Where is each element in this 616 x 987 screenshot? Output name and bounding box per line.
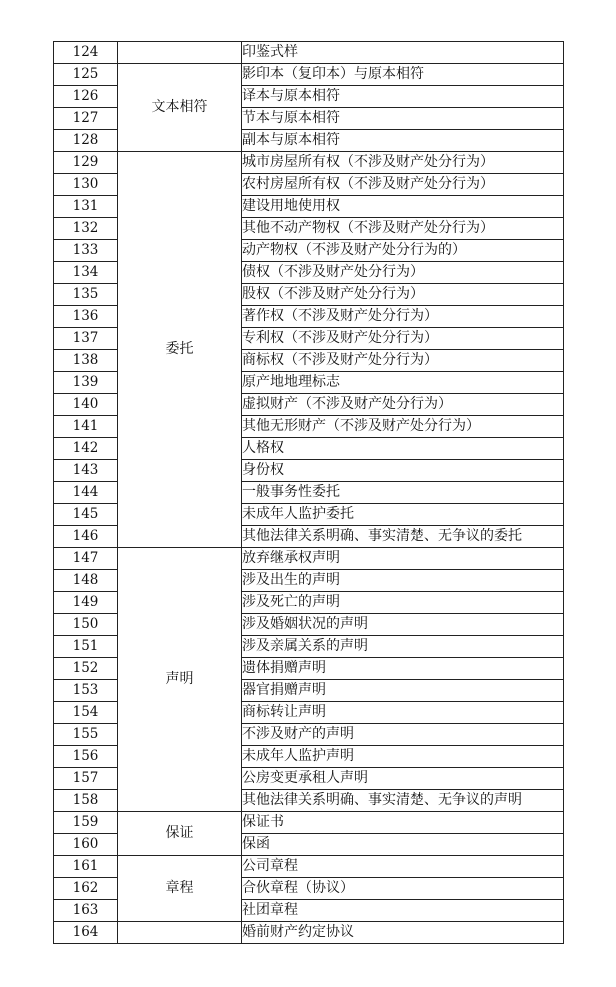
item-cell: 社团章程 bbox=[242, 900, 564, 922]
item-cell: 虚拟财产（不涉及财产处分行为） bbox=[242, 394, 564, 416]
item-cell: 未成年人监护声明 bbox=[242, 746, 564, 768]
row-number: 125 bbox=[54, 64, 118, 86]
category-cell: 声明 bbox=[118, 548, 242, 812]
row-number: 161 bbox=[54, 856, 118, 878]
row-number: 132 bbox=[54, 218, 118, 240]
row-number: 127 bbox=[54, 108, 118, 130]
row-number: 155 bbox=[54, 724, 118, 746]
item-cell: 身份权 bbox=[242, 460, 564, 482]
item-cell: 专利权（不涉及财产处分行为） bbox=[242, 328, 564, 350]
row-number: 158 bbox=[54, 790, 118, 812]
item-cell: 节本与原本相符 bbox=[242, 108, 564, 130]
item-cell: 股权（不涉及财产处分行为） bbox=[242, 284, 564, 306]
row-number: 128 bbox=[54, 130, 118, 152]
row-number: 150 bbox=[54, 614, 118, 636]
item-cell: 其他不动产物权（不涉及财产处分行为） bbox=[242, 218, 564, 240]
table-row bbox=[54, 922, 564, 944]
row-number: 164 bbox=[54, 922, 118, 944]
row-number: 148 bbox=[54, 570, 118, 592]
row-number: 152 bbox=[54, 658, 118, 680]
row-number: 163 bbox=[54, 900, 118, 922]
notary-items-table bbox=[53, 41, 564, 944]
item-cell: 印鉴式样 bbox=[242, 42, 564, 64]
row-number: 134 bbox=[54, 262, 118, 284]
row-number: 135 bbox=[54, 284, 118, 306]
item-cell: 农村房屋所有权（不涉及财产处分行为） bbox=[242, 174, 564, 196]
item-cell: 器官捐赠声明 bbox=[242, 680, 564, 702]
item-cell: 商标权（不涉及财产处分行为） bbox=[242, 350, 564, 372]
item-cell: 公司章程 bbox=[242, 856, 564, 878]
item-cell: 遗体捐赠声明 bbox=[242, 658, 564, 680]
row-number: 156 bbox=[54, 746, 118, 768]
item-cell: 债权（不涉及财产处分行为） bbox=[242, 262, 564, 284]
item-cell: 城市房屋所有权（不涉及财产处分行为） bbox=[242, 152, 564, 174]
category-cell bbox=[118, 922, 242, 944]
item-cell: 其他无形财产（不涉及财产处分行为） bbox=[242, 416, 564, 438]
item-cell: 涉及婚姻状况的声明 bbox=[242, 614, 564, 636]
item-cell: 副本与原本相符 bbox=[242, 130, 564, 152]
row-number: 147 bbox=[54, 548, 118, 570]
row-number: 140 bbox=[54, 394, 118, 416]
row-number: 131 bbox=[54, 196, 118, 218]
item-cell: 译本与原本相符 bbox=[242, 86, 564, 108]
table-body bbox=[54, 42, 564, 944]
row-number: 143 bbox=[54, 460, 118, 482]
row-number: 160 bbox=[54, 834, 118, 856]
item-cell: 原产地地理标志 bbox=[242, 372, 564, 394]
row-number: 129 bbox=[54, 152, 118, 174]
item-cell: 动产物权（不涉及财产处分行为的） bbox=[242, 240, 564, 262]
row-number: 141 bbox=[54, 416, 118, 438]
category-cell: 保证 bbox=[118, 812, 242, 856]
item-cell: 著作权（不涉及财产处分行为） bbox=[242, 306, 564, 328]
item-cell: 婚前财产约定协议 bbox=[242, 922, 564, 944]
item-cell: 保证书 bbox=[242, 812, 564, 834]
row-number: 142 bbox=[54, 438, 118, 460]
item-cell: 建设用地使用权 bbox=[242, 196, 564, 218]
row-number: 151 bbox=[54, 636, 118, 658]
category-cell: 委托 bbox=[118, 152, 242, 548]
table-row bbox=[54, 42, 564, 64]
item-cell: 影印本（复印本）与原本相符 bbox=[242, 64, 564, 86]
row-number: 149 bbox=[54, 592, 118, 614]
item-cell: 其他法律关系明确、事实清楚、无争议的委托 bbox=[242, 526, 564, 548]
table-row bbox=[54, 152, 564, 174]
category-cell: 文本相符 bbox=[118, 64, 242, 152]
row-number: 145 bbox=[54, 504, 118, 526]
row-number: 162 bbox=[54, 878, 118, 900]
row-number: 133 bbox=[54, 240, 118, 262]
row-number: 159 bbox=[54, 812, 118, 834]
item-cell: 保函 bbox=[242, 834, 564, 856]
item-cell: 放弃继承权声明 bbox=[242, 548, 564, 570]
row-number: 144 bbox=[54, 482, 118, 504]
row-number: 138 bbox=[54, 350, 118, 372]
row-number: 139 bbox=[54, 372, 118, 394]
item-cell: 不涉及财产的声明 bbox=[242, 724, 564, 746]
row-number: 130 bbox=[54, 174, 118, 196]
category-cell bbox=[118, 42, 242, 64]
row-number: 137 bbox=[54, 328, 118, 350]
item-cell: 商标转让声明 bbox=[242, 702, 564, 724]
table-row bbox=[54, 812, 564, 834]
item-cell: 涉及亲属关系的声明 bbox=[242, 636, 564, 658]
row-number: 157 bbox=[54, 768, 118, 790]
row-number: 124 bbox=[54, 42, 118, 64]
table-row bbox=[54, 548, 564, 570]
item-cell: 涉及出生的声明 bbox=[242, 570, 564, 592]
row-number: 136 bbox=[54, 306, 118, 328]
table-row bbox=[54, 64, 564, 86]
item-cell: 公房变更承租人声明 bbox=[242, 768, 564, 790]
item-cell: 未成年人监护委托 bbox=[242, 504, 564, 526]
item-cell: 人格权 bbox=[242, 438, 564, 460]
item-cell: 其他法律关系明确、事实清楚、无争议的声明 bbox=[242, 790, 564, 812]
item-cell: 涉及死亡的声明 bbox=[242, 592, 564, 614]
category-cell: 章程 bbox=[118, 856, 242, 922]
item-cell: 一般事务性委托 bbox=[242, 482, 564, 504]
row-number: 146 bbox=[54, 526, 118, 548]
item-cell: 合伙章程（协议） bbox=[242, 878, 564, 900]
row-number: 153 bbox=[54, 680, 118, 702]
table-row bbox=[54, 856, 564, 878]
row-number: 154 bbox=[54, 702, 118, 724]
row-number: 126 bbox=[54, 86, 118, 108]
